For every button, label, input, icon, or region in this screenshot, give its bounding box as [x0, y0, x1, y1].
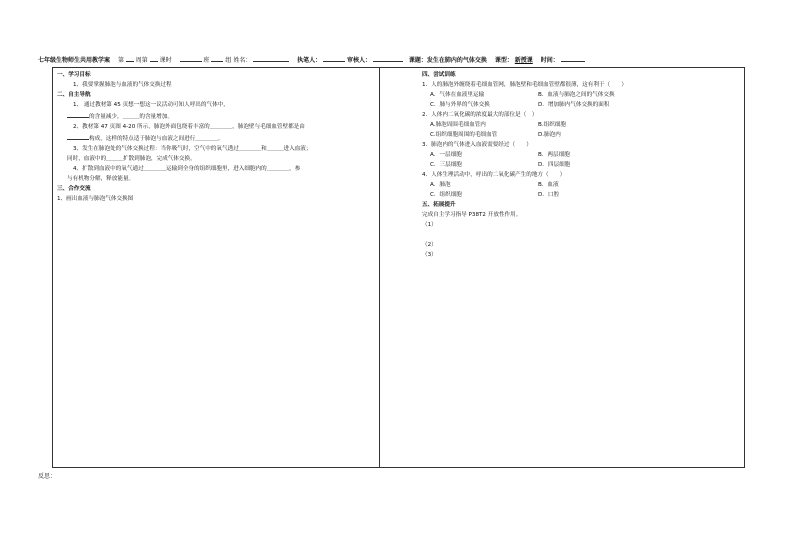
reviewer-label: 审核人： — [347, 57, 372, 64]
class-blank — [180, 54, 202, 62]
option-b: B.组织细胞 — [538, 122, 566, 128]
question-4-options-cd — [422, 190, 722, 200]
guide-line-6: 同时，血液中的＿＿＿扩散到肺泡，完成气体交换。 — [67, 156, 196, 162]
week-label: 周第 — [135, 57, 148, 64]
guide-line-7: 4、扩散到血液中的氧气通过＿＿＿＿运输到全身的组织细胞里，进入细胞内的＿＿＿＿，参 — [73, 166, 301, 172]
option-d: D．口腔 — [538, 192, 560, 198]
option-a: A．气体在血液里运输 — [430, 92, 485, 98]
section-extension: 五、拓展提升 — [422, 202, 456, 208]
question-3-options-ab — [422, 150, 722, 160]
option-c: C．三层细胞 — [430, 162, 462, 168]
option-c: C.组织细胞周围的毛细血管 — [430, 132, 498, 138]
group-blank — [211, 54, 223, 62]
guide-line-3: 2、教材第 47 页图 4-20 所示，肺泡外面包绕着丰富的＿＿＿＿，肺泡壁与毛细血管壁都是由 — [73, 124, 305, 130]
question-2-options-cd — [422, 130, 722, 140]
question-2-options-ab — [422, 120, 722, 130]
guide-line-1: 1、 通过教材第 45 页想一想这一议活动可知人呼出的气体中， — [73, 102, 229, 108]
question-1-options-ab — [422, 90, 722, 100]
guide-line-5: 3、发生在肺泡处的气体交换过程：当你吸气时，空气中的氧气透过＿＿＿＿和＿＿＿进入血液； — [73, 146, 312, 152]
option-d: D.肺泡内 — [538, 132, 561, 138]
class-label: 班 — [203, 57, 210, 64]
name-blank — [253, 54, 289, 62]
worksheet-table — [52, 67, 745, 468]
question-3-options-cd — [422, 160, 722, 170]
question-2: 2．人体内二氧化碳的浓度最大的部位是（ ） — [422, 112, 538, 118]
name-label: 姓名： — [233, 57, 252, 64]
section-cooperation: 三、合作交流 — [57, 186, 91, 192]
worksheet-header — [38, 54, 758, 66]
question-4: 4．人体生理活动中，呼出的二氧化碳产生的地方（ ） — [422, 172, 566, 178]
reflection-label: 反思： — [38, 473, 57, 480]
left-column — [57, 70, 373, 204]
option-a: A．肺泡 — [430, 182, 451, 188]
section-self-guide: 二、自主导航 — [57, 92, 91, 98]
option-c: C．肺与外界的气体交换 — [430, 102, 490, 108]
question-1-options-cd — [422, 100, 722, 110]
lesson-blank — [150, 54, 158, 62]
guide-line-2-text: 的含量减少，＿＿＿的含量增加。 — [89, 114, 173, 120]
guide-line-4-text: 构成，这样的特点适于肺泡与血液之间进行＿＿＿＿。 — [89, 136, 224, 142]
group-label: 组 — [225, 57, 232, 64]
week-blank — [126, 54, 134, 62]
topic-label: 课题：发生在肺内的气体交换 — [408, 57, 487, 64]
option-a: A．一层细胞 — [430, 152, 462, 158]
option-d: D．四层细胞 — [538, 162, 571, 168]
option-d: D．增加肺内气体交换的面积 — [538, 102, 610, 108]
option-b: B．血液与肺泡之间的气体交换 — [538, 92, 615, 98]
header-title: 七年级生物师生共用教学案 — [38, 57, 111, 64]
right-column — [422, 70, 722, 260]
question-1: 1．人的肺泡外缠绕着毛细血管网，肺泡壁和毛细血管壁都很薄，这有利于（ ） — [422, 82, 627, 88]
time-blank — [561, 54, 585, 62]
week-prefix: 第 — [117, 57, 124, 64]
answer-2: （2） — [422, 242, 437, 248]
column-divider — [379, 68, 380, 467]
option-a: A.肺泡周围毛细血管内 — [430, 122, 486, 128]
option-c: C．组织细胞 — [430, 192, 462, 198]
guide-line-4 — [57, 132, 373, 144]
type-value: 新授课 — [514, 57, 533, 64]
type-label: 课型： — [494, 57, 513, 64]
guide-line-2 — [57, 110, 373, 122]
extension-text: 完成自主学习指导 P38T2 开放性作用。 — [422, 212, 522, 218]
reviewer-blank — [373, 54, 403, 62]
question-3: 3．肺泡内的气体进入血液需要经过（ ） — [422, 142, 532, 148]
section-learning-goals: 一、学习目标 — [57, 72, 91, 78]
time-label: 时间： — [540, 57, 559, 64]
cooperation-item: 1、画出血液与肺泡气体交换图 — [57, 196, 134, 202]
writer-label: 执笔人： — [297, 57, 322, 64]
lesson-label: 课时 — [159, 57, 172, 64]
goal-item: 1、我要掌握肺泡与血液的气体交换过程 — [73, 82, 172, 88]
guide-line-8: 与有机物分解，释放能量。 — [67, 176, 135, 182]
writer-blank — [323, 54, 345, 62]
answer-3: （3） — [422, 252, 437, 258]
answer-1: （1） — [422, 222, 437, 228]
option-b: B．两层细胞 — [538, 152, 570, 158]
option-b: B．血液 — [538, 182, 559, 188]
section-practice: 四、尝试训练 — [422, 72, 456, 78]
question-4-options-ab — [422, 180, 722, 190]
